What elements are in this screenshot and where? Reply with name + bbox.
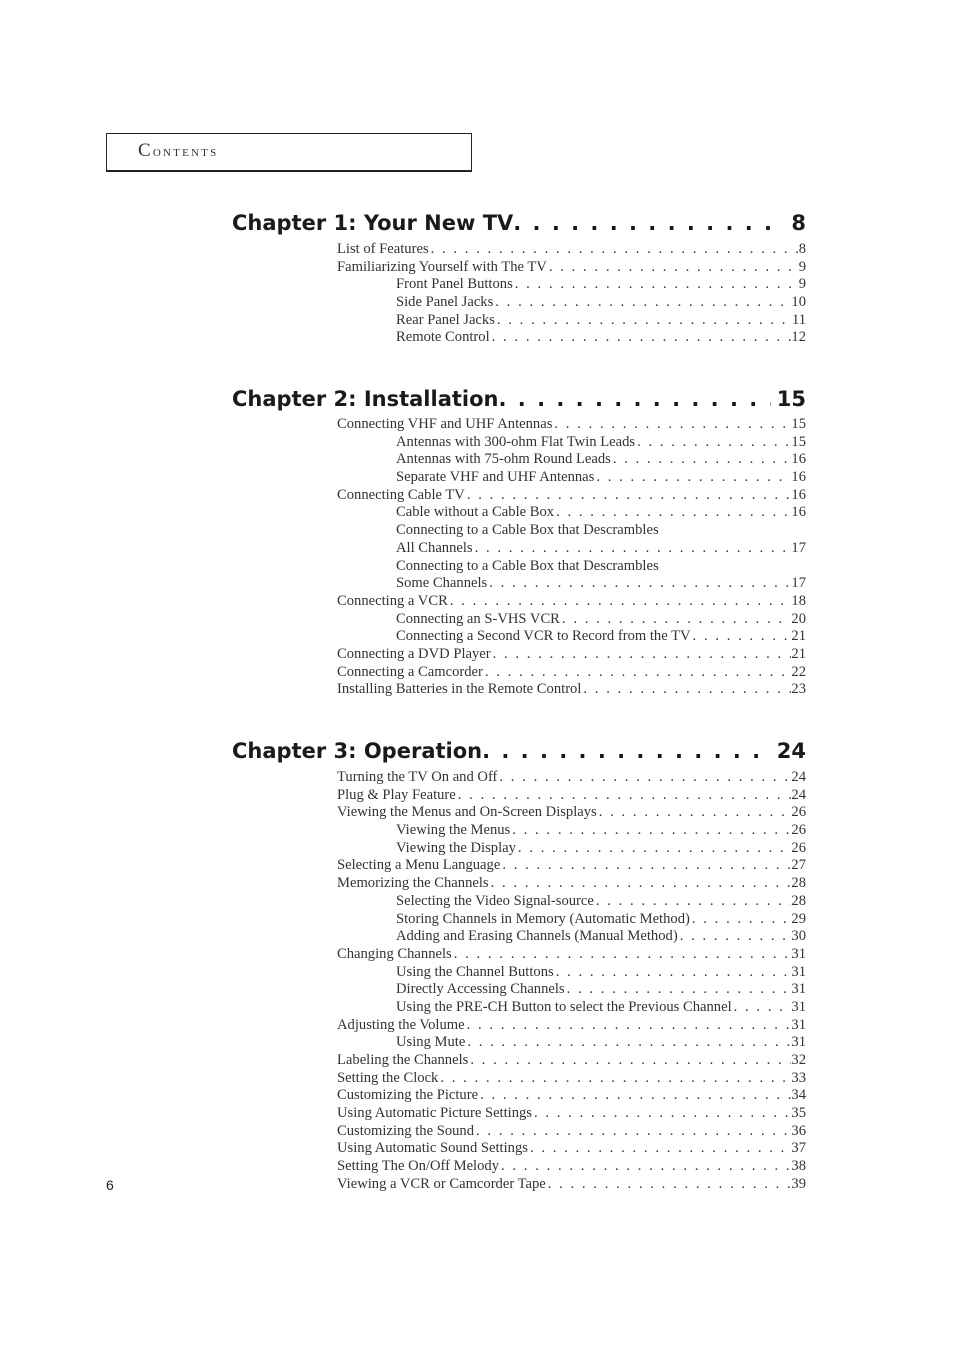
entry-text: Antennas with 75-ohm Round Leads [396,451,611,468]
entry-page: 31 [791,963,806,980]
toc-entry[interactable] [337,857,806,875]
entry-page: 28 [791,875,806,892]
entry-text: Cable without a Cable Box [396,504,555,521]
leader-dots [452,946,792,964]
page-number: 6 [106,1177,114,1193]
entry-page: 31 [791,1016,806,1033]
toc-entry[interactable] [337,487,806,505]
entry-text: Setting The On/Off Melody [337,1158,500,1175]
leader-dots [528,1140,791,1158]
entry-page: 21 [791,628,806,645]
entry-page: 39 [791,1175,806,1192]
toc-entry[interactable] [337,1105,806,1123]
chapter-3-heading[interactable] [232,739,806,769]
entry-text: Connecting a Second VCR to Record from the TV [396,628,691,645]
toc-entry[interactable] [337,1017,806,1035]
entry-page: 20 [791,610,806,627]
entry-text: Viewing a VCR or Camcorder Tape [337,1175,546,1192]
entry-page: 35 [791,1105,806,1122]
entry-page: 8 [798,241,806,257]
toc-entry[interactable] [337,1052,806,1070]
toc-subentry[interactable] [337,575,806,593]
entry-text: Remote Control [396,329,490,346]
leader-dots [456,787,792,805]
entry-text: Plug & Play Feature [337,786,456,803]
entry-text: Connecting Cable TV [337,486,465,503]
toc-subentry[interactable] [337,312,806,330]
toc-subentry[interactable] [337,329,806,347]
leader-dots [497,769,791,787]
toc-subentry[interactable] [337,434,806,452]
toc-entry[interactable] [337,593,806,611]
leader-dots [510,822,791,840]
entry-page: 17 [791,575,806,592]
toc-subentry-line[interactable] [337,522,806,540]
entry-page: 12 [791,329,806,346]
leader-dots [500,857,791,875]
entry-text: Viewing the Menus [396,822,511,839]
entry-page: 32 [791,1052,806,1068]
chapter-title: Chapter 1: Your New TV [232,211,514,235]
entry-page: 9 [798,258,806,275]
entry-text: All Channels [396,539,473,556]
entry-page: 10 [791,294,806,311]
entry-page: 30 [791,928,806,945]
leader-dots [594,893,792,911]
leader-dots [483,664,792,682]
entry-page: 26 [791,839,806,856]
entry-text: Selecting the Video Signal-source [396,892,594,909]
leader-dots [565,981,792,999]
toc-entry[interactable] [337,1070,806,1088]
leader-dots [482,739,771,763]
entry-text: Directly Accessing Channels [396,981,565,998]
toc-subentry[interactable] [337,964,806,982]
entry-page: 34 [791,1087,806,1104]
entry-text: Labeling the Channels [337,1052,469,1068]
entry-text: Memorizing the Channels [337,875,489,892]
leader-dots [429,241,799,259]
chapter-2-heading[interactable] [232,387,806,417]
leader-dots [491,646,792,664]
leader-dots [597,804,792,822]
chapter-2-entries [337,416,806,699]
entry-text: Customizing the Picture [337,1087,479,1104]
entry-text: Using Mute [396,1034,466,1051]
entry-text: Viewing the Display [396,839,516,856]
entry-page: 24 [791,769,806,785]
entry-page: 28 [791,892,806,909]
toc-entry[interactable] [337,681,806,699]
entry-text: Using the Channel Buttons [396,963,554,980]
toc-subentry[interactable] [337,294,806,312]
leader-dots [478,1087,791,1105]
entry-text: Connecting to a Cable Box that Descrambles [396,522,659,539]
toc-entry[interactable] [337,241,806,259]
toc-entry[interactable] [337,1087,806,1105]
leader-dots [490,329,792,347]
entry-page: 31 [791,998,806,1015]
entry-text: Selecting a Menu Language [337,857,501,874]
entry-text: Familiarizing Yourself with The TV [337,258,547,275]
toc-entry[interactable] [337,664,806,682]
toc-entry[interactable] [337,416,806,434]
toc-subentry[interactable] [337,840,806,858]
leader-dots [489,875,792,893]
entry-text: Installing Batteries in the Remote Control [337,681,582,698]
toc-subentry[interactable] [337,928,806,946]
leader-dots [438,1070,791,1088]
leader-dots [448,593,792,611]
toc-subentry[interactable] [337,893,806,911]
entry-page: 27 [791,857,806,874]
entry-page: 31 [791,1034,806,1051]
entry-page: 31 [791,981,806,998]
entry-page: 21 [791,645,806,662]
leader-dots [554,504,791,522]
leader-dots [552,416,791,434]
toc-entry[interactable] [337,259,806,277]
entry-page: 33 [791,1069,806,1086]
toc-subentry[interactable] [337,822,806,840]
entry-text: Using the PRE-CH Button to select the Previous Channel [396,998,732,1015]
contents-heading: Contents [138,140,219,161]
leader-dots [611,451,792,469]
toc-subentry[interactable] [337,611,806,629]
entry-page: 15 [791,433,806,450]
leader-dots [594,469,791,487]
entry-page: 26 [791,822,806,839]
leader-dots [465,487,792,505]
entry-text: Adjusting the Volume [337,1016,465,1033]
leader-dots [516,840,791,858]
leader-dots [532,1105,791,1123]
entry-text: Connecting a VCR [337,592,448,609]
entry-text: Connecting to a Cable Box that Descrambles [396,557,659,574]
entry-page: 24 [791,786,806,803]
chapter-page: 15 [776,387,806,411]
entry-page: 16 [791,486,806,503]
toc-entry[interactable] [337,946,806,964]
entry-text: Turning the TV On and Off [337,769,498,785]
entry-page: 26 [791,804,806,821]
entry-page: 23 [791,681,806,698]
entry-text: Side Panel Jacks [396,294,494,311]
toc-entry[interactable] [337,769,806,787]
toc-entry[interactable] [337,875,806,893]
entry-page: 36 [791,1122,806,1139]
entry-text: Front Panel Buttons [396,276,513,293]
toc-entry[interactable] [337,804,806,822]
entry-page: 11 [791,311,806,328]
entry-text: Using Automatic Picture Settings [337,1105,532,1122]
toc-subentry[interactable] [337,981,806,999]
toc-entry[interactable] [337,646,806,664]
entry-text: Connecting a DVD Player [337,645,491,662]
chapter-title: Chapter 3: Operation [232,739,483,763]
leader-dots [554,964,792,982]
leader-dots [732,999,792,1017]
toc-subentry[interactable] [337,911,806,929]
leader-dots [499,387,771,411]
entry-text: Adding and Erasing Channels (Manual Method) [396,928,678,945]
leader-dots [678,928,792,946]
entry-text: Connecting an S-VHS VCR [396,610,560,627]
leader-dots [635,434,791,452]
leader-dots [513,211,785,235]
entry-page: 38 [791,1158,806,1175]
toc-entry[interactable] [337,1176,806,1194]
entry-text: Connecting a Camcorder [337,663,483,680]
chapter-page: 24 [776,739,806,763]
toc-subentry-line[interactable] [337,558,806,576]
leader-dots [547,259,799,277]
entry-page: 16 [791,504,806,521]
chapter-page: 8 [791,211,806,235]
entry-text: Storing Channels in Memory (Automatic Method) [396,910,690,927]
entry-text: Changing Channels [337,945,452,962]
leader-dots [474,1123,791,1141]
toc-entry[interactable] [337,1140,806,1158]
toc-subentry[interactable] [337,540,806,558]
entry-text: Using Automatic Sound Settings [337,1140,528,1157]
entry-text: Rear Panel Jacks [396,311,495,328]
toc-subentry[interactable] [337,999,806,1017]
chapter-1-heading[interactable] [232,211,806,241]
leader-dots [690,911,792,929]
entry-text: Connecting VHF and UHF Antennas [337,416,553,432]
leader-dots [691,628,792,646]
toc-subentry[interactable] [337,469,806,487]
leader-dots [473,540,792,558]
entry-text: Antennas with 300-ohm Flat Twin Leads [396,433,636,450]
leader-dots [546,1176,792,1194]
entry-text: Some Channels [396,575,488,592]
leader-dots [560,611,791,629]
leader-dots [468,1052,791,1070]
chapter-1-entries [337,241,806,347]
toc-subentry[interactable] [337,628,806,646]
entry-page: 15 [791,416,806,432]
leader-dots [495,312,792,330]
entry-page: 22 [791,663,806,680]
entry-page: 16 [791,451,806,468]
leader-dots [499,1158,791,1176]
entry-page: 18 [791,592,806,609]
toc-entry[interactable] [337,1158,806,1176]
entry-page: 37 [791,1140,806,1157]
leader-dots [465,1034,791,1052]
leader-dots [487,575,791,593]
entry-text: Separate VHF and UHF Antennas [396,469,595,486]
leader-dots [465,1017,792,1035]
toc-subentry[interactable] [337,1034,806,1052]
chapter-3-entries [337,769,806,1194]
toc-subentry[interactable] [337,504,806,522]
entry-page: 31 [791,945,806,962]
toc-subentry[interactable] [337,276,806,294]
leader-dots [493,294,791,312]
entry-page: 29 [791,910,806,927]
entry-page: 9 [798,276,806,293]
entry-page: 16 [791,469,806,486]
entry-text: List of Features [337,241,429,257]
chapter-title: Chapter 2: Installation [232,387,499,411]
leader-dots [581,681,791,699]
entry-page: 17 [791,539,806,556]
leader-dots [513,276,799,294]
entry-text: Customizing the Sound [337,1122,475,1139]
entry-text: Viewing the Menus and On-Screen Displays [337,804,597,821]
toc-entry[interactable] [337,787,806,805]
entry-text: Setting the Clock [337,1069,439,1086]
toc-entry[interactable] [337,1123,806,1141]
toc-subentry[interactable] [337,451,806,469]
